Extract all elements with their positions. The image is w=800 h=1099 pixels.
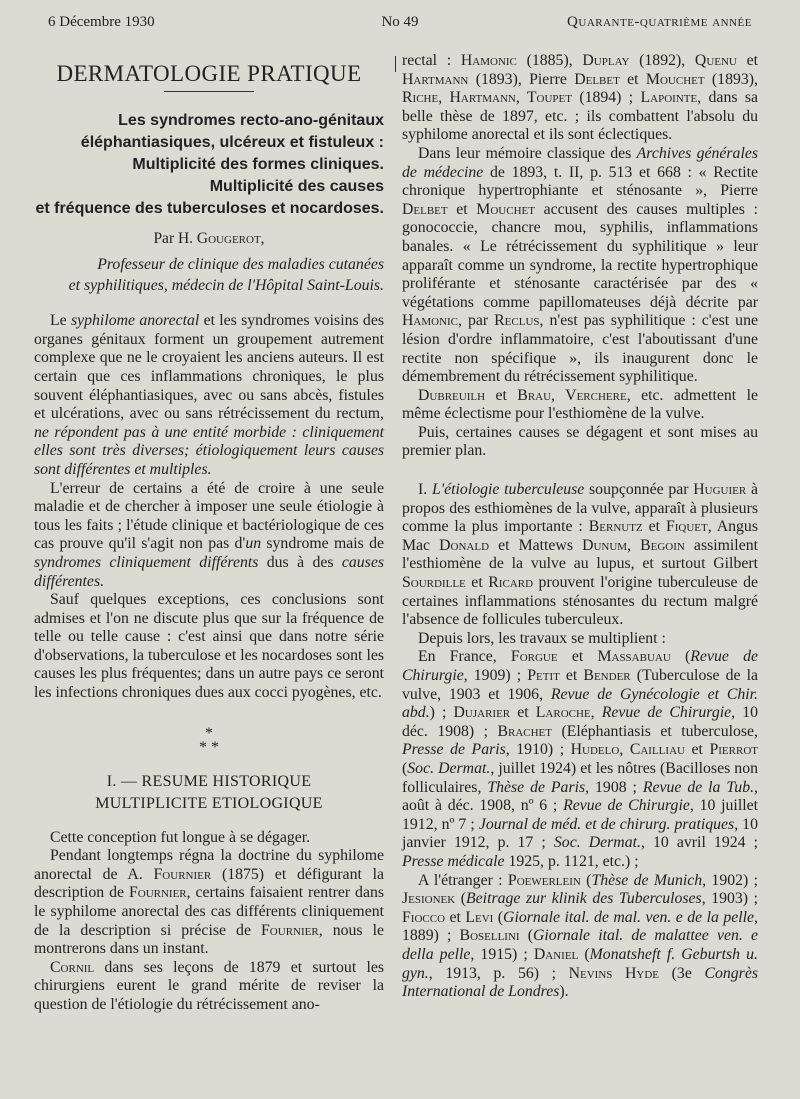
text-run: (1892), [629, 52, 695, 69]
paragraph [402, 52, 758, 145]
text-run: (Tuberculose de la vulve, 1903 et 1906, [402, 667, 758, 703]
text-run: , 1910) ; [505, 741, 571, 759]
cited-name: Fournier [261, 921, 319, 939]
text-run: et [736, 52, 758, 69]
paragraph [402, 481, 758, 630]
text-run: , juillet 1924) et les nôtres (Bacilloses non folliculaires, [402, 759, 758, 796]
text-run: , n'est pas syphilitique : c'est une lésion d'ordre inflammatoire, c'est l'aboutissant d'une rectite non spécifique », ils inaugurent donc le démembrement du rétrécissement syphilitique. [402, 312, 758, 386]
text-run: et [510, 704, 536, 722]
text-run: (1893), Pierre [468, 70, 575, 88]
text-run: Puis, certaines causes se dégagent et sont mises au premier plan. [402, 423, 758, 460]
paragraph [34, 847, 384, 959]
byline-prefix: Par H. [153, 229, 197, 247]
text-run: A l'étranger : [418, 871, 508, 889]
text-run: , 10 avril 1924 ; [640, 834, 758, 852]
paragraph [402, 424, 758, 461]
emphasis: Thèse de Munich [591, 871, 703, 889]
text-run: et [559, 667, 584, 684]
text-run: , 1913, p. 56) ; [428, 964, 569, 982]
text-run: ). [559, 983, 569, 1001]
text-run: L'erreur de certains a été de croire à une seule maladie et de chercher à imposer une seule étiologie à tous les faits ; l'étude clinique et bactériologique de ces cas prouve qu'il s'agit non pas d' [34, 479, 384, 553]
cited-name: Lapointe [640, 89, 698, 107]
cited-name: Quenu [694, 52, 737, 69]
cited-name: Bernutz [588, 518, 643, 536]
text-run: ( [455, 890, 467, 908]
paragraph [402, 387, 758, 424]
text-run: , dans sa belle thèse de 1897, etc. ; ils combattent l'absolu du syphilome anorectal et ils sont éclectiques. [402, 89, 758, 144]
text-run: dus à des [258, 553, 342, 571]
text-run: , 1889) ; [402, 908, 758, 945]
cited-name: Reclus [494, 312, 540, 330]
text-run: ( [670, 648, 691, 666]
subtitle-line: éléphantiasiques, ulcéreux et fistuleux : [80, 133, 384, 151]
cited-name: Hamonic [460, 52, 517, 69]
emphasis: ne répondent pas à une entité morbide : cliniquement elles sont très diverses; étiologiquement leurs causes sont différentes et multiples. [34, 423, 384, 478]
issue-date: 6 Décembre 1930 [48, 14, 155, 30]
cited-name: Fournier [153, 865, 212, 883]
volume-year: Quarante-quatrième année [567, 14, 752, 30]
emphasis: Beitrage zur klinik des Tuberculoses [466, 890, 702, 908]
cited-name: Cornil [50, 958, 95, 976]
cited-name: Massabuau [597, 648, 671, 666]
emphasis: syphilome anorectal [70, 312, 200, 330]
cited-name: Bosellini [459, 927, 520, 945]
text-run: I. [418, 481, 432, 499]
text-run: , 1908 ; [585, 778, 643, 796]
left-column [34, 52, 384, 1015]
text-run: syndrome mais de [261, 535, 384, 553]
cited-name: Poewerlein [507, 871, 581, 889]
text-run: , nous le montrerons dans un instant. [34, 921, 385, 958]
emphasis: Giornale ital. de malattee ven. e della pelle [402, 927, 758, 963]
right-column [402, 52, 758, 1002]
cited-name: Hamonic [402, 312, 459, 330]
text-run: dans ses leçons de 1879 et surtout les chirurgiens eurent le grand mérite de reviser la question de l'étiologie du rétrécissement ano- [34, 958, 384, 1013]
emphasis: Monatsheft f. Geburtsh u. gyn. [402, 945, 758, 982]
cited-name: Fournier [128, 884, 187, 902]
text-run: (1885), [516, 52, 583, 69]
text-run: (1894) ; [571, 89, 641, 107]
text-run: , 1903) ; [701, 890, 758, 908]
article-subtitle [34, 110, 384, 220]
text-run: et [684, 741, 710, 759]
cited-name: Forgue [510, 648, 558, 666]
cited-name: Brau, Verchere [517, 386, 627, 404]
text-run: ( [578, 945, 590, 963]
cited-name: Ricard [488, 574, 534, 592]
text-run: rectal : [402, 52, 461, 69]
text-run: , certains faisaient rentrer dans le syphilome anorectal des cas différents cliniquement de la description si précise de [34, 884, 385, 939]
text-run: Pendant longtemps régna la doctrine du syphilome anorectal de A. [34, 847, 384, 883]
text-run: ( [402, 759, 408, 777]
emphasis: Congrès International de Londres [402, 964, 758, 1001]
cited-name: Jesionek [402, 890, 456, 908]
text-run: En France, [418, 648, 511, 666]
text-run: , 1909) ; [463, 667, 528, 684]
cited-name: Hartmann [402, 70, 469, 88]
cited-name: Sourdille [402, 574, 466, 592]
subtitle-line: Multiplicité des causes [209, 177, 384, 195]
emphasis: Archives générales de médecine [402, 144, 758, 181]
emphasis: Revue de Chirurgie [563, 797, 690, 815]
cited-name: Levi [465, 908, 494, 926]
text-run: ) ; [429, 704, 454, 722]
cited-name: Duplay [582, 52, 630, 69]
cited-name: Laroche [535, 704, 591, 722]
emphasis: Presse de Paris [402, 741, 506, 759]
cited-name: Daniel [533, 945, 579, 963]
subtitle-line: Multiplicité des formes cliniques. [132, 155, 384, 173]
emphasis: Soc. Dermat. [553, 834, 641, 852]
paragraph [402, 648, 758, 871]
text-run: prouvent l'origine tuberculeuse de certaines inflammations sténosantes du rectum malgré l'absence de follicules tuberculeux. [402, 574, 758, 629]
section-title-line: MULTIPLICITE ETIOLOGIQUE [95, 794, 323, 812]
emphasis: Giornale ital. de mal. ven. e de la pelle [503, 908, 755, 926]
column-rule [395, 56, 396, 72]
text-run: 1925, p. 1121, etc.) ; [504, 852, 639, 870]
cited-name: Fiocco [402, 908, 446, 926]
text-run: et les syndromes voisins des organes génitaux forment un groupement autrement complexe que ne le croyaient les anciens auteurs. Il est certain que ces inflammations chroniques, le plus souvent éléphantiasiques, avec ou sans abcès, fistules et ulcérations, avec ou sans rétrécissement du rectum, [34, 312, 384, 423]
running-head [0, 14, 800, 34]
text-run: et [485, 386, 518, 404]
author-affiliation [34, 254, 384, 296]
author-name: Gougerot, [196, 229, 265, 247]
issue-number: No 49 [381, 14, 419, 30]
asterism: * * * [199, 724, 219, 756]
text-run: ( [493, 908, 504, 926]
section-title [34, 771, 384, 815]
text-run: de 1893, t. II, p. 513 et 668 : « Rectite chronique hypertrophiante et sténosante », Pierre [402, 163, 758, 200]
cited-name: Riche, Hartmann, Toupet [402, 89, 572, 107]
paragraph [34, 959, 384, 1015]
cited-name: Huguier [693, 481, 747, 499]
emphasis: syndromes cliniquement différents [34, 553, 259, 571]
emphasis: causes différentes. [34, 553, 384, 590]
text-run: Dans leur mémoire classique des [418, 144, 637, 162]
text-run: , 10 déc. 1908) ; [402, 704, 758, 740]
text-run: assimilent l'esthiomène de la vulve au lupus, et surtout Gilbert [402, 536, 758, 573]
text-run: et [447, 200, 477, 218]
emphasis: Revue de Gynécologie et Chir. abd. [402, 685, 758, 722]
emphasis: L'étiologie tuberculeuse [431, 481, 585, 499]
title-rule [164, 91, 254, 92]
text-run: (1893), [704, 70, 758, 88]
emphasis: Journal de méd. et de chirurg. pratiques [478, 815, 735, 833]
department-title: DERMATOLOGIE PRATIQUE [56, 61, 362, 86]
emphasis: Revue de Chirurgie [402, 648, 758, 684]
text-run: à propos des esthiomènes de la vulve, apparaît à plusieurs comme la plus importante : [402, 481, 758, 536]
text-run: Depuis lors, les travaux se multiplient : [418, 629, 666, 647]
cited-name: Petit [527, 667, 560, 684]
cited-name: Mouchet [645, 70, 705, 88]
emphasis: Revue de la Tub. [642, 778, 755, 796]
text-run: ( [519, 927, 533, 945]
text-run: , 1915) ; [470, 945, 534, 963]
subtitle-line: et fréquence des tuberculoses et nocardoses. [35, 199, 384, 217]
section-title-line: I. — RESUME HISTORIQUE [106, 772, 312, 790]
affiliation-line: Professeur de clinique des maladies cutanées [97, 256, 384, 274]
cited-name: Delbet [402, 200, 448, 218]
text-run: , par [458, 312, 495, 330]
cited-name: Dujarier [453, 704, 511, 722]
cited-name: Hudelo, Cailliau [570, 741, 685, 759]
text-run: accusent des causes multiples : gonococcie, chancre mou, syphilis, inflammations banales. « Le rétrécissement du syphilitique » leur apparaît comme un syndrome, la rectite hypertrophique proliférante et sténosante caractérisée par des « végétations comme papillomateuses déjà décrite par [402, 200, 758, 311]
cited-name: Mouchet [476, 200, 535, 218]
paragraph [34, 312, 384, 479]
text-run: Le [50, 312, 71, 330]
text-run: , 10 janvier 1912, p. 17 ; [402, 815, 758, 852]
paragraph [402, 145, 758, 387]
affiliation-line: et syphilitiques, médecin de l'Hôpital Saint-Louis. [68, 277, 384, 295]
intro-text [34, 312, 384, 702]
text-run: , août à déc. 1908, nº 6 ; [402, 778, 758, 815]
history-text-continued [402, 52, 758, 1002]
text-run: et Mattews [489, 536, 583, 554]
text-run: (Eléphantiasis et tuberculose, [552, 722, 758, 740]
text-run: , etc. admettent le même éclectisme pour l'esthiomène de la vulve. [402, 386, 758, 423]
byline [34, 230, 384, 249]
text-run: Cette conception fut longue à se dégager. [50, 828, 311, 846]
paragraph [34, 480, 384, 592]
text-run: soupçonnée par [584, 481, 694, 499]
text-run: (1875) et défigurant la description de [34, 865, 385, 902]
emphasis: un [245, 535, 262, 553]
history-text [34, 829, 384, 1015]
paragraph [402, 872, 758, 1002]
text-run: et [642, 518, 666, 536]
emphasis: Presse médicale [402, 852, 505, 870]
text-run: et [445, 908, 466, 926]
text-run: ( [580, 871, 592, 889]
cited-name: Pierrot [709, 741, 758, 759]
paragraph [34, 591, 384, 703]
emphasis: Thèse de Paris [487, 778, 586, 796]
cited-name: Donald [439, 536, 490, 554]
emphasis: Revue de Chirurgie [601, 704, 732, 722]
text-run: Sauf quelques exceptions, ces conclusions sont admises et l'on ne discute plus que sur la fréquence de telle ou telle cause : c'est ainsi que dans notre série d'observations, la tuberculose et les nocardoses sont les causes les plus fréquentes; dans un autre pays ce seront les infections chroniques dues aux cocci pyogènes, etc. [34, 591, 384, 702]
text-run: , 10 juillet 1912, nº 7 ; [402, 797, 758, 833]
paragraph [402, 630, 758, 649]
cited-name: Brachet [497, 722, 552, 740]
paragraph [34, 829, 384, 848]
cited-name: Dubreuilh [418, 386, 486, 404]
cited-name: Delbet [574, 70, 620, 88]
emphasis: Soc. Dermat. [407, 759, 491, 777]
text-run: , 1902) ; [702, 871, 759, 889]
text-run: (3e [659, 964, 705, 982]
cited-name: Dunum, Begoin [582, 536, 685, 554]
text-run: , Angus Mac [402, 518, 758, 554]
text-run: et [465, 574, 489, 592]
text-run: et [557, 648, 598, 666]
subtitle-line: Les syndromes recto-ano-génitaux [118, 111, 384, 129]
cited-name: Fiquet [665, 518, 708, 536]
cited-name: Nevins Hyde [568, 964, 660, 982]
cited-name: Bender [583, 667, 631, 684]
text-run: , [590, 704, 602, 722]
text-run: et [619, 70, 646, 88]
